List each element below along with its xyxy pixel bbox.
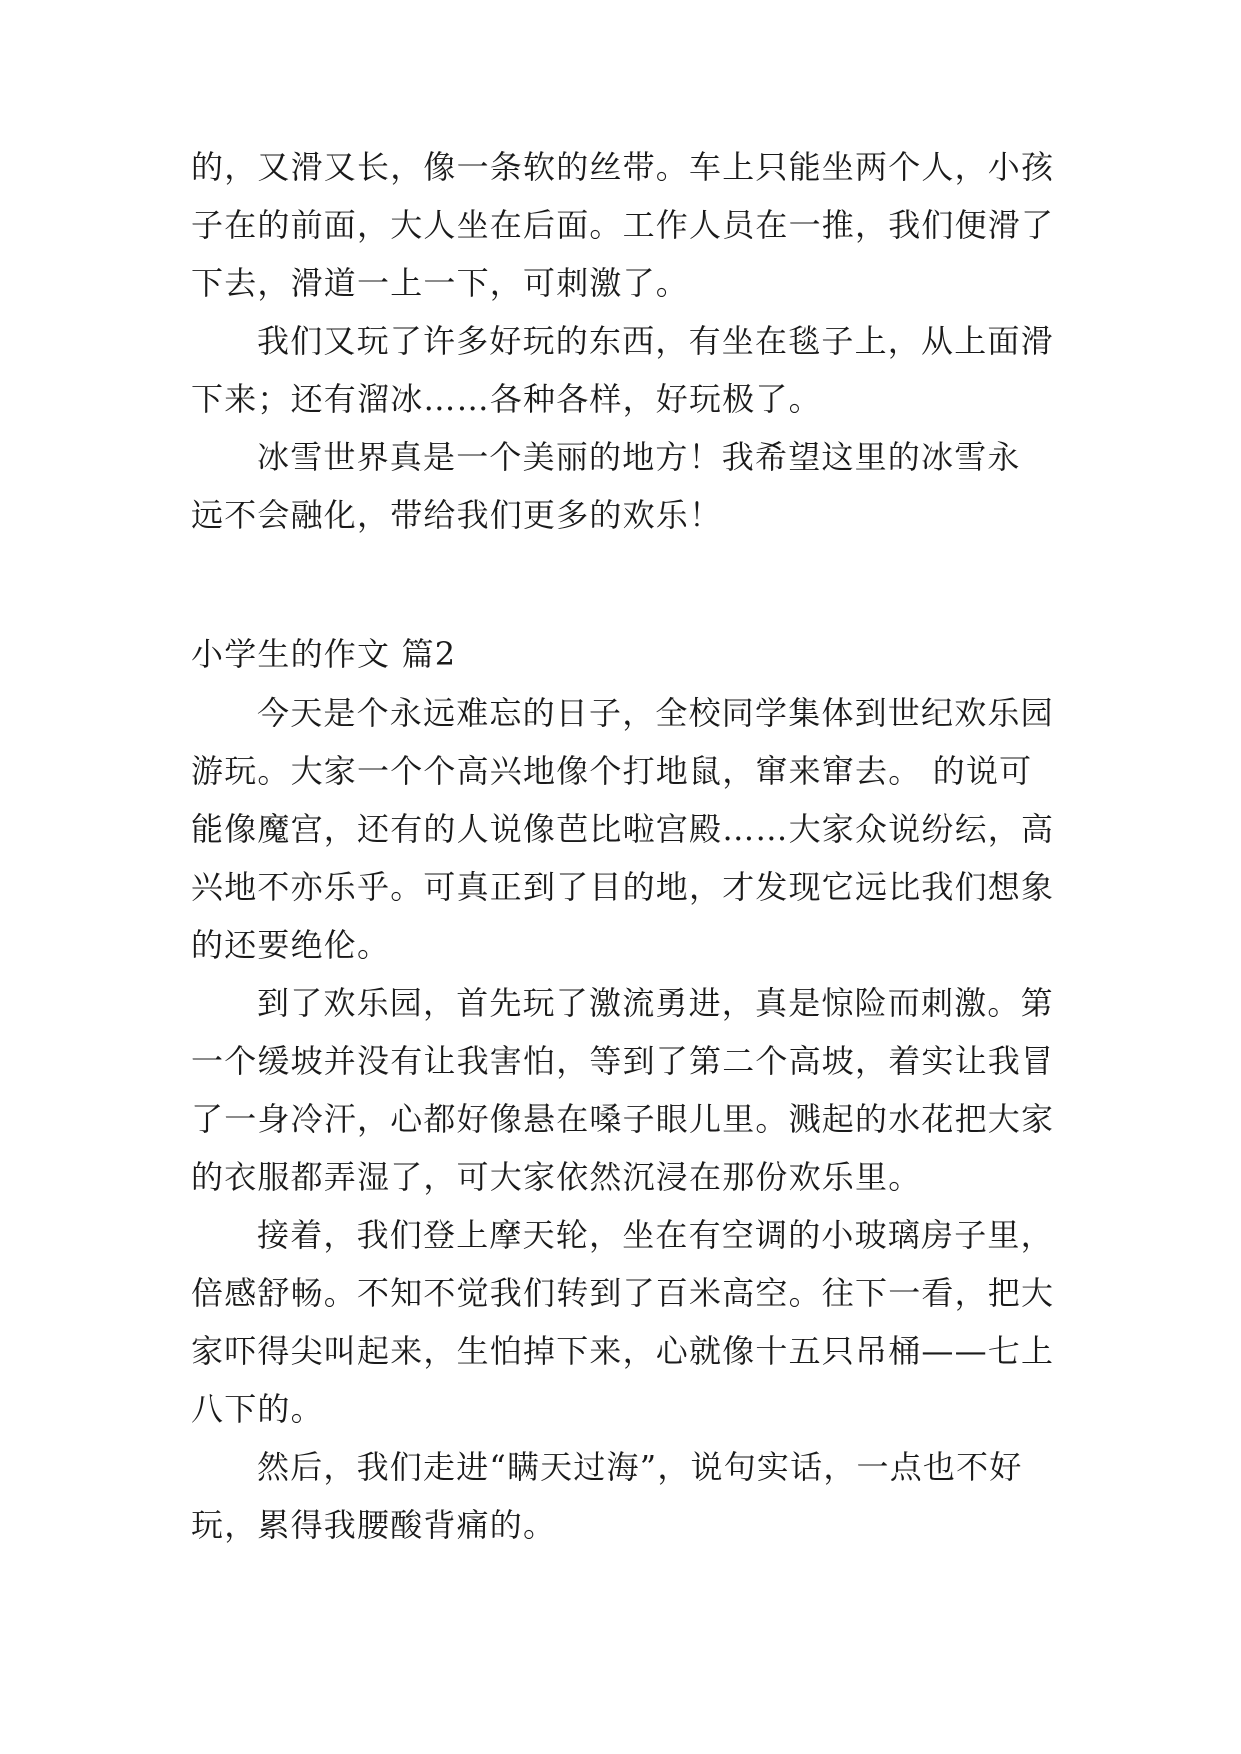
paragraph-start-line: 冰雪世界真是一个美丽的地方！我希望这里的冰雪永 — [257, 438, 1021, 476]
section-2-body — [191, 684, 1055, 1554]
text-line: 下去，滑道一上一下，可刺激了。 — [191, 264, 690, 302]
paragraph-start-line: 我们又玩了许多好玩的东西，有坐在毯子上，从上面滑 — [257, 322, 1054, 360]
text-line: 了一身冷汗，心都好像悬在嗓子眼儿里。溅起的水花把大家 — [191, 1100, 1055, 1138]
text-line: 子在的前面，大人坐在后面。工作人员在一推，我们便滑了 — [191, 206, 1055, 244]
text-line: 的衣服都弄湿了，可大家依然沉浸在那份欢乐里。 — [191, 1158, 922, 1196]
paragraph-start-line: 然后，我们走进“瞒天过海”，说句实话，一点也不好 — [257, 1448, 1023, 1486]
section-2-title: 小学生的作文 篇2 — [191, 635, 457, 673]
text-line: 的还要绝伦。 — [191, 926, 391, 964]
text-line: 家吓得尖叫起来，生怕掉下来，心就像十五只吊桶——七上 — [191, 1332, 1055, 1370]
section-1-body — [191, 138, 1055, 544]
text-line: 的，又滑又长，像一条软的丝带。车上只能坐两个人，小孩 — [191, 148, 1055, 186]
text-line: 兴地不亦乐乎。可真正到了目的地，才发现它远比我们想象 — [191, 868, 1055, 906]
text-line: 一个缓坡并没有让我害怕，等到了第二个高坡，着实让我冒 — [191, 1042, 1055, 1080]
paragraph-start-line: 到了欢乐园，首先玩了激流勇进，真是惊险而刺激。第 — [257, 984, 1054, 1022]
text-line: 倍感舒畅。不知不觉我们转到了百米高空。往下一看，把大 — [191, 1274, 1055, 1312]
text-line: 游玩。大家一个个高兴地像个打地鼠，窜来窜去。 的说可 — [191, 752, 1033, 790]
paragraph-start-line: 今天是个永远难忘的日子，全校同学集体到世纪欢乐园 — [257, 694, 1054, 732]
text-line: 八下的。 — [191, 1390, 324, 1428]
text-line: 玩，累得我腰酸背痛的。 — [191, 1506, 557, 1544]
text-line: 能像魔宫，还有的人说像芭比啦宫殿……大家众说纷纭，高 — [191, 810, 1055, 848]
paragraph-start-line: 接着，我们登上摩天轮，坐在有空调的小玻璃房子里， — [257, 1216, 1054, 1254]
text-line: 远不会融化，带给我们更多的欢乐！ — [191, 496, 723, 534]
text-line: 下来；还有溜冰……各种各样，好玩极了。 — [191, 380, 822, 418]
